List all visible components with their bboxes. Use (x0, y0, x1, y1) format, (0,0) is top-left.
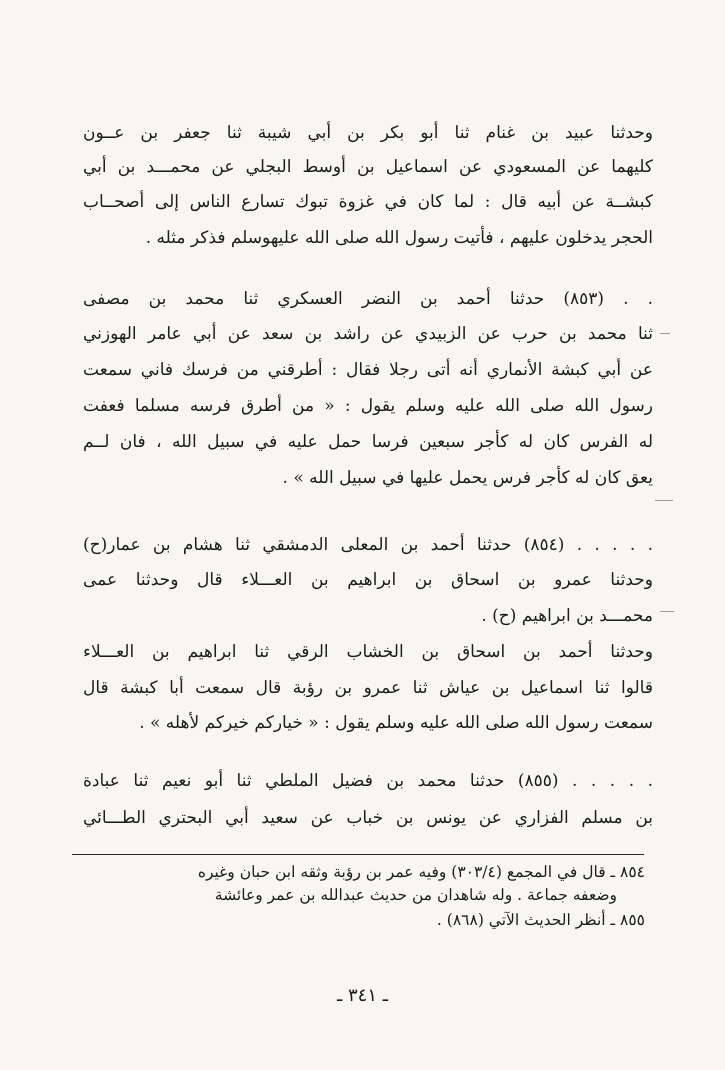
text-line: عن أبي كبشة الأنماري أنه أتى رجلا فقال : أطرقني من فرسك فاني سمعت (83, 360, 653, 380)
text-line: الحجر يدخلون عليهم ، فأتيت رسول الله صلى الله عليهوسلم فذكر مثله . (145, 228, 653, 248)
text-line: ثنا محمد بن حرب عن الزبيدي عن راشد بن سعد عن أبي عامر الهوزني (83, 324, 653, 344)
text-line: رسول الله صلى الله عليه وسلم يقول : « من أطرق فرسه مسلما فعفت (83, 396, 653, 416)
text-line: محمـــد بن ابراهيم (ح) . (481, 606, 653, 626)
text-line: يعق كان له كأجر فرس يحمل عليها في سبيل الله » . (282, 468, 653, 488)
text-line: قالوا ثنا اسماعيل بن عياش ثنا عمرو بن رؤبة قال سمعت أبا كبشة قال (83, 678, 653, 698)
text-line: وحدثنا عبيد بن غنام ثنا أبو بكر بن أبي شيبة ثنا جعفر بن عــون (83, 123, 653, 143)
footnote-line: ٨٥٤ ـ قال في المجمع (٣٠٣/٤) وفيه عمر بن رؤبة وثقه ابن حبان وغيره (197, 863, 645, 881)
text-line: كبشــة عن أبيه قال : لما كان في غزوة تبوك تسارع الناس إلى أصحــاب (83, 192, 653, 212)
text-line: سمعت رسول الله صلى الله عليه وسلم يقول : « خياركم خيركم لأهله » . (139, 713, 653, 733)
footnote-separator (72, 854, 644, 855)
scan-mark (660, 611, 674, 612)
text-line: وحدثنا عمرو بن اسحاق بن ابراهيم بن العـــلاء قال وحدثنا عمى (83, 570, 653, 590)
text-line: كليهما عن المسعودي عن اسماعيل بن أوسط البجلي عن محمـــد بن أبي (83, 157, 653, 177)
scan-mark (660, 333, 670, 334)
text-line: بن مسلم الفزاري عن يونس بن خباب عن سعيد أبي البحتري الطـــائي (83, 808, 653, 828)
page-number: ـ ٣٤١ ـ (336, 985, 388, 1006)
hadith-heading-line: . . . . . (٨٥٥) حدثنا محمد بن فضيل الملطي ثنا أبو نعيم ثنا عبادة (83, 771, 653, 791)
hadith-heading-line: . . (٨٥٣) حدثنا أحمد بن النضر العسكري ثنا محمد بن مصفى (83, 289, 653, 309)
hadith-heading-line: . . . . . (٨٥٤) حدثنا أحمد بن المعلى الدمشقي ثنا هشام بن عمار(ح) (83, 535, 654, 555)
text-line: وحدثنا أحمد بن اسحاق بن الخشاب الرقي ثنا ابراهيم بن العـــلاء (83, 642, 653, 662)
scan-mark (655, 500, 673, 501)
text-line: له الفرس كان له كأجر سبعين فرسا حمل عليه في سبيل الله ، فان لــم (83, 432, 653, 452)
footnote-line: ٨٥٥ ـ أنظر الحديث الآتي (٨٦٨) . (436, 911, 645, 929)
footnote-line: وضعفه جماعة . وله شاهدان من حديث عبدالله بن عمر وعائشة (214, 886, 617, 904)
